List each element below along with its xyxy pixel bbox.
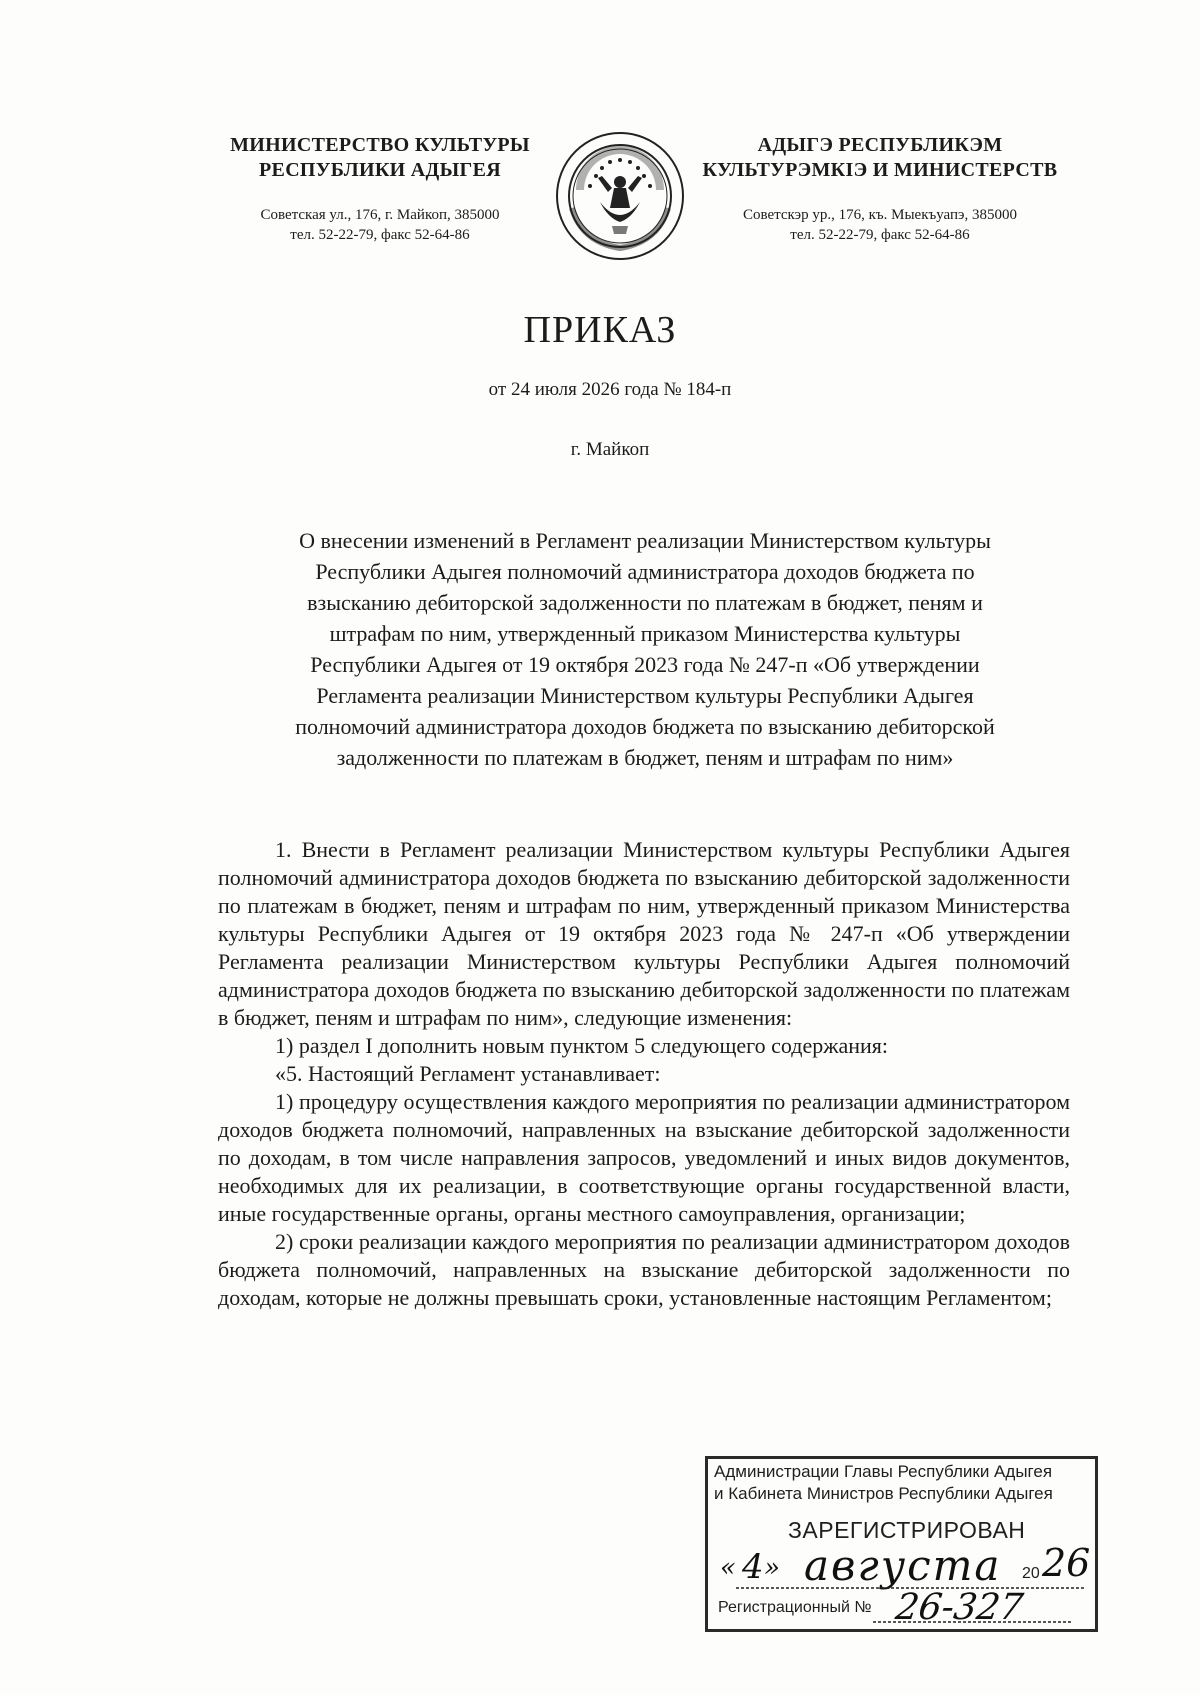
- order-city: г. Майкоп: [570, 439, 650, 460]
- ministry-header-adyghe: [690, 133, 1070, 245]
- subject-line: Республики Адыгея полномочий администратора доходов бюджета по: [315, 559, 975, 584]
- stamp-year-prefix: 20: [1022, 1565, 1040, 1582]
- ministry-phone-line: тел. 52-22-79, факс 52-64-86: [290, 227, 470, 243]
- stamp-date: « 4 » августа 20 26: [720, 1541, 1091, 1590]
- subject-line: Республики Адыгея от 19 октября 2023 года № 247-п «Об утверждении: [310, 652, 980, 677]
- ministry-name-line2: РЕСПУБЛИКИ АДЫГЕЯ: [259, 159, 501, 181]
- paragraph-point-5-intro: «5. Настоящий Регламент устанавливает:: [275, 1061, 661, 1086]
- subject-line: штрафам по ним, утвержденный приказом Министерства культуры: [329, 621, 961, 646]
- ministry-name-adyghe-line2: КУЛЬТУРЭМКIЭ И МИНИСТЕРСТВ: [702, 159, 1058, 181]
- stamp-registration-number: 26-327: [893, 1587, 1026, 1628]
- paragraph-section-addition: 1) раздел I дополнить новым пунктом 5 следующего содержания:: [275, 1033, 888, 1058]
- document-title: ПРИКАЗ: [523, 309, 677, 351]
- ministry-header-russian: [220, 133, 540, 245]
- stamp-month: августа: [804, 1541, 1002, 1590]
- order-subject: [215, 525, 1075, 773]
- paragraph-subpoint-2: 2) сроки реализации каждого мероприятия по реализации администратором доходов бюджета полномочий, направленных на взыскание дебиторской задолженности по доходам, которые не должны превышать сроки, установленные настоящим Регламентом;: [218, 1229, 1070, 1310]
- subject-line: О внесении изменений в Регламент реализации Министерством культуры: [299, 528, 991, 553]
- stamp-organization: [714, 1461, 1053, 1505]
- stamp-org-line2: и Кабинета Министров Республики Адыгея: [714, 1484, 1053, 1503]
- ministry-address-adyghe-line1: Советскэр ур., 176, къ. Мыекъуапэ, 385000: [743, 207, 1017, 223]
- registration-stamp: [705, 1456, 1098, 1632]
- subject-line: Регламента реализации Министерством культуры Республики Адыгея: [316, 683, 974, 708]
- coat-of-arms-emblem: [552, 130, 688, 262]
- subject-line: задолженности по платежам в бюджет, пеням и штрафам по ним»: [336, 745, 954, 770]
- subject-line: взысканию дебиторской задолженности по платежам в бюджет, пеням и: [307, 590, 983, 615]
- paragraph-subpoint-1: 1) процедуру осуществления каждого мероприятия по реализации администратором доходов бюджета полномочий, направленных на взыскание дебиторской задолженности по доходам, в том числе направления запросов, уведомлений и иных видов документов, необходимых для их реализации, в соответствующие органы государственной власти, иные государственные органы, органы местного самоуправления, организации;: [218, 1089, 1070, 1226]
- order-body: [218, 836, 1070, 1312]
- stamp-year-suffix: 26: [1042, 1541, 1091, 1585]
- paragraph-item-1: 1. Внести в Регламент реализации Министерством культуры Республики Адыгея полномочий администратора доходов бюджета по взысканию дебиторской задолженности по платежам в бюджет, пеням и штрафам по ним, утвержденный приказом Министерства культуры Республики Адыгея от 19 октября 2023 года № 247-п «Об утверждении Регламента реализации Министерством культуры Республики Адыгея полномочий администратора доходов бюджета по взысканию дебиторской задолженности по платежам в бюджет, пеням и штрафам по ним», следующие изменения:: [218, 837, 1070, 1030]
- ministry-name-line1: МИНИСТЕРСТВО КУЛЬТУРЫ: [230, 134, 530, 156]
- stamp-org-line1: Администрации Главы Республики Адыгея: [714, 1462, 1053, 1481]
- ministry-phone-adyghe-line: тел. 52-22-79, факс 52-64-86: [790, 227, 970, 243]
- stamp-day: 4: [742, 1547, 764, 1587]
- subject-line: полномочий администратора доходов бюджета по взысканию дебиторской: [295, 714, 995, 739]
- order-date-number: от 24 июля 2026 года № 184-п: [488, 379, 732, 400]
- ministry-name-adyghe-line1: АДЫГЭ РЕСПУБЛИКЭМ: [757, 134, 1003, 156]
- ministry-address-line1: Советская ул., 176, г. Майкоп, 385000: [260, 207, 500, 223]
- stamp-registration-label: Регистрационный №: [718, 1599, 872, 1616]
- stamp-registered-label: ЗАРЕГИСТРИРОВАН: [788, 1517, 1026, 1543]
